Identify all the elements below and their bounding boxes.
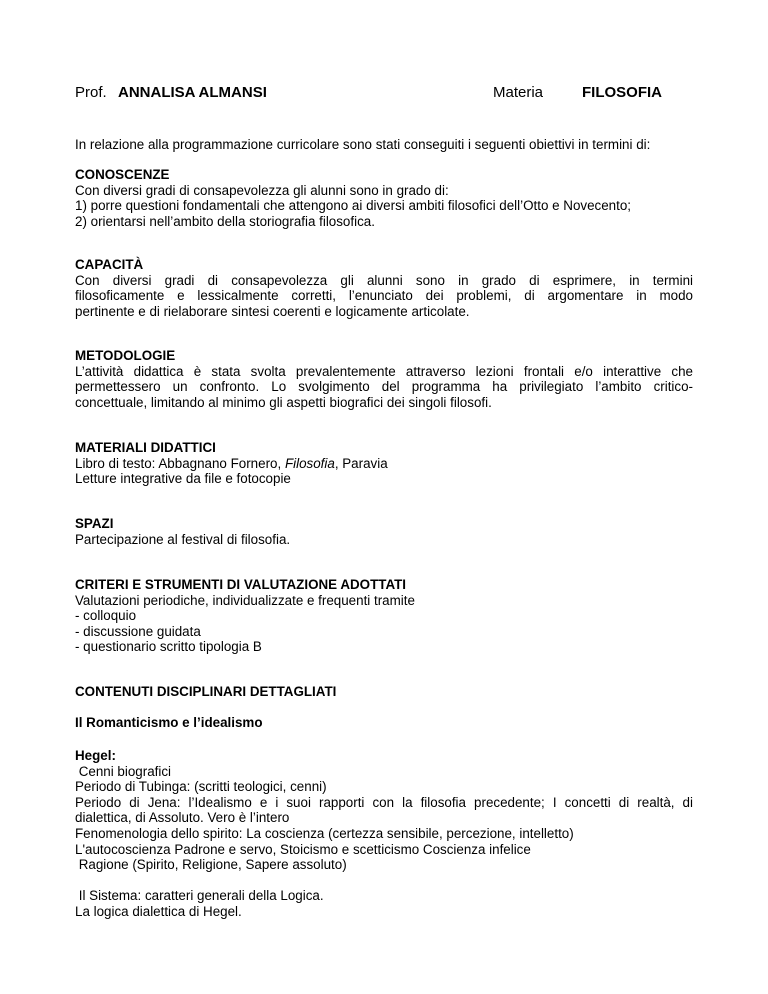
textbook-line	[75, 456, 693, 472]
section-line: filosoficamente e lessicalmente corretti, l’enunciato dei problemi, di argomentare in modo	[75, 288, 693, 304]
section-sistema	[75, 888, 693, 919]
section-line: permettessero un confronto. Lo svolgimento del programma ha privilegiato l’ambito critico-	[75, 379, 693, 395]
section-conoscenze	[75, 167, 693, 229]
section-line: Letture integrative da file e fotocopie	[75, 471, 291, 487]
topic-line: La logica dialettica di Hegel.	[75, 903, 242, 919]
section-line: 2) orientarsi nell’ambito della storiografia filosofica.	[75, 213, 375, 229]
list-item: - discussione guidata	[75, 623, 201, 639]
section-title: CRITERI E STRUMENTI DI VALUTAZIONE ADOTTATI	[75, 577, 407, 592]
topic-line: Il Sistema: caratteri generali della Logica.	[75, 888, 324, 903]
section-title: CONTENUTI DISCIPLINARI DETTAGLIATI	[75, 684, 337, 699]
section-romanticismo	[75, 715, 693, 731]
section-line: pertinente e di rielaborare sintesi coerenti e logicamente articolate.	[75, 303, 470, 319]
topic-line: L'autocoscienza Padrone e servo, Stoicismo e scetticismo Coscienza infelice	[75, 841, 531, 857]
section-title: CONOSCENZE	[75, 167, 170, 182]
topic-line: Ragione (Spirito, Religione, Sapere assoluto)	[75, 857, 347, 873]
topic-line: Periodo di Jena: l’Idealismo e i suoi rapporti con la filosofia precedente; I concetti di realtà, di	[75, 794, 693, 810]
section-line: concettuale, limitando al minimo gli aspetti biografici dei singoli filosofi.	[75, 394, 492, 410]
topic-title: Hegel:	[75, 748, 116, 763]
section-spazi	[75, 516, 693, 547]
prof-label: Prof.	[75, 84, 107, 101]
section-title: METODOLOGIE	[75, 348, 176, 363]
textbook-publisher: , Paravia	[334, 455, 388, 471]
section-metodologie	[75, 348, 693, 410]
list-item: - questionario scritto tipologia B	[75, 639, 262, 655]
textbook-title: Filosofia	[284, 455, 335, 471]
section-line: Con diversi gradi di consapevolezza gli alunni sono in grado di:	[75, 182, 449, 198]
document-header	[75, 83, 693, 103]
section-line: L’attività didattica è stata svolta prevalentemente attraverso lezioni frontali e/o interattive che	[75, 363, 693, 379]
textbook-prefix: Libro di testo: Abbagnano Fornero,	[75, 455, 285, 471]
section-line: Valutazioni periodiche, individualizzate e frequenti tramite	[75, 592, 415, 608]
topic-line: Fenomenologia dello spirito: La coscienza (certezza sensibile, percezione, intelletto)	[75, 825, 574, 841]
subsection-title: Il Romanticismo e l’idealismo	[75, 715, 263, 730]
intro-paragraph	[75, 137, 693, 153]
section-criteri	[75, 577, 693, 655]
section-title: MATERIALI DIDATTICI	[75, 440, 216, 455]
section-title: CAPACITÀ	[75, 257, 144, 272]
list-item: - colloquio	[75, 608, 137, 624]
section-contenuti	[75, 684, 693, 700]
section-hegel	[75, 748, 693, 873]
section-materiali	[75, 440, 693, 487]
topic-line: dialettica, di Assoluto. Vero è l’intero	[75, 810, 290, 826]
materia-label: Materia	[493, 84, 544, 101]
section-capacita	[75, 257, 693, 319]
section-line: Partecipazione al festival di filosofia.	[75, 531, 291, 547]
topic-line: Cenni biografici	[75, 763, 172, 779]
intro-text: In relazione alla programmazione curricolare sono stati conseguiti i seguenti obiettivi in termini di:	[75, 137, 651, 152]
section-title: SPAZI	[75, 516, 114, 531]
section-line: Con diversi gradi di consapevolezza gli alunni sono in grado di esprimere, in termini	[75, 272, 693, 288]
section-line: 1) porre questioni fondamentali che attengono ai diversi ambiti filosofici dell’Otto e Novecento;	[75, 198, 632, 214]
prof-name: ANNALISA ALMANSI	[118, 84, 267, 101]
topic-line: Periodo di Tubinga: (scritti teologici, cenni)	[75, 779, 327, 795]
materia-value: FILOSOFIA	[582, 84, 662, 101]
